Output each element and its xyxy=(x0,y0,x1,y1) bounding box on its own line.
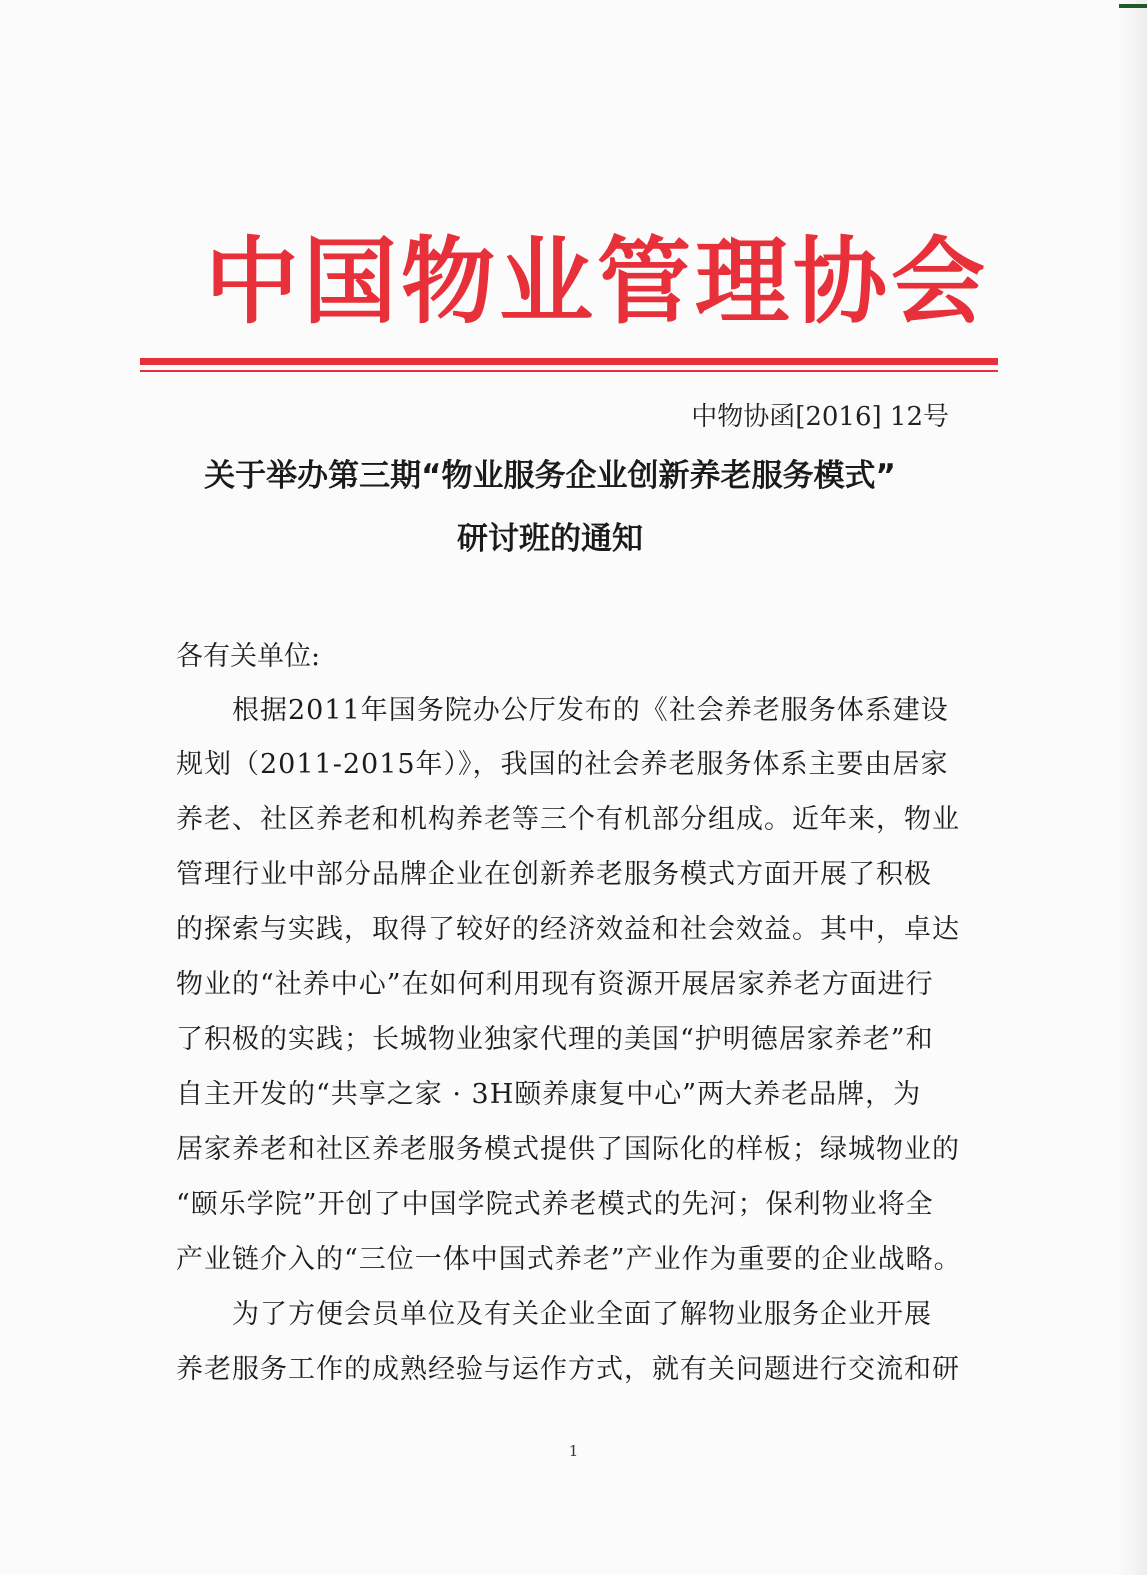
body-line: “颐乐学院”开创了中国学院式养老模式的先河；保利物业将全 xyxy=(176,1189,934,1220)
body-line: 产业链介入的“三位一体中国式养老”产业作为重要的企业战略。 xyxy=(176,1244,962,1275)
body-line: 的探索与实践，取得了较好的经济效益和社会效益。其中，卓达 xyxy=(176,914,960,945)
body-line: 养老、社区养老和机构养老等三个有机部分组成。近年来，物业 xyxy=(176,804,960,835)
body-line: 规划（2011-2015年）》，我国的社会养老服务体系主要由居家 xyxy=(176,749,949,780)
body-line: 了积极的实践；长城物业独家代理的美国“护明德居家养老”和 xyxy=(176,1024,934,1055)
body-line: 管理行业中部分品牌企业在创新养老服务模式方面开展了积极 xyxy=(176,859,932,890)
body-line: 居家养老和社区养老服务模式提供了国际化的样板；绿城物业的 xyxy=(176,1134,960,1165)
org-masthead: 中国物业管理协会 xyxy=(205,228,990,337)
scan-edge-shadow xyxy=(1117,0,1147,1575)
body-line: 根据2011年国务院办公厅发布的《社会养老服务体系建设 xyxy=(232,695,949,726)
corner-mark xyxy=(1119,4,1147,8)
document-number: 中物协函[2016] 12号 xyxy=(691,402,949,432)
body-line: 养老服务工作的成熟经验与运作方式，就有关问题进行交流和研 xyxy=(176,1354,960,1385)
page-number: 1 xyxy=(568,1442,579,1460)
body-line: 为了方便会员单位及有关企业全面了解物业服务企业开展 xyxy=(232,1299,932,1330)
salutation: 各有关单位: xyxy=(176,641,321,672)
title-line-2: 研讨班的通知 xyxy=(457,521,643,557)
title-line-1: 关于举办第三期“物业服务企业创新养老服务模式” xyxy=(204,458,896,494)
body-line: 自主开发的“共享之家 · 3H颐养康复中心”两大养老品牌，为 xyxy=(176,1079,922,1110)
body-line: 物业的“社养中心”在如何利用现有资源开展居家养老方面进行 xyxy=(176,969,934,1000)
masthead-rule-thin xyxy=(140,370,998,372)
masthead-rule-thick xyxy=(140,358,998,365)
